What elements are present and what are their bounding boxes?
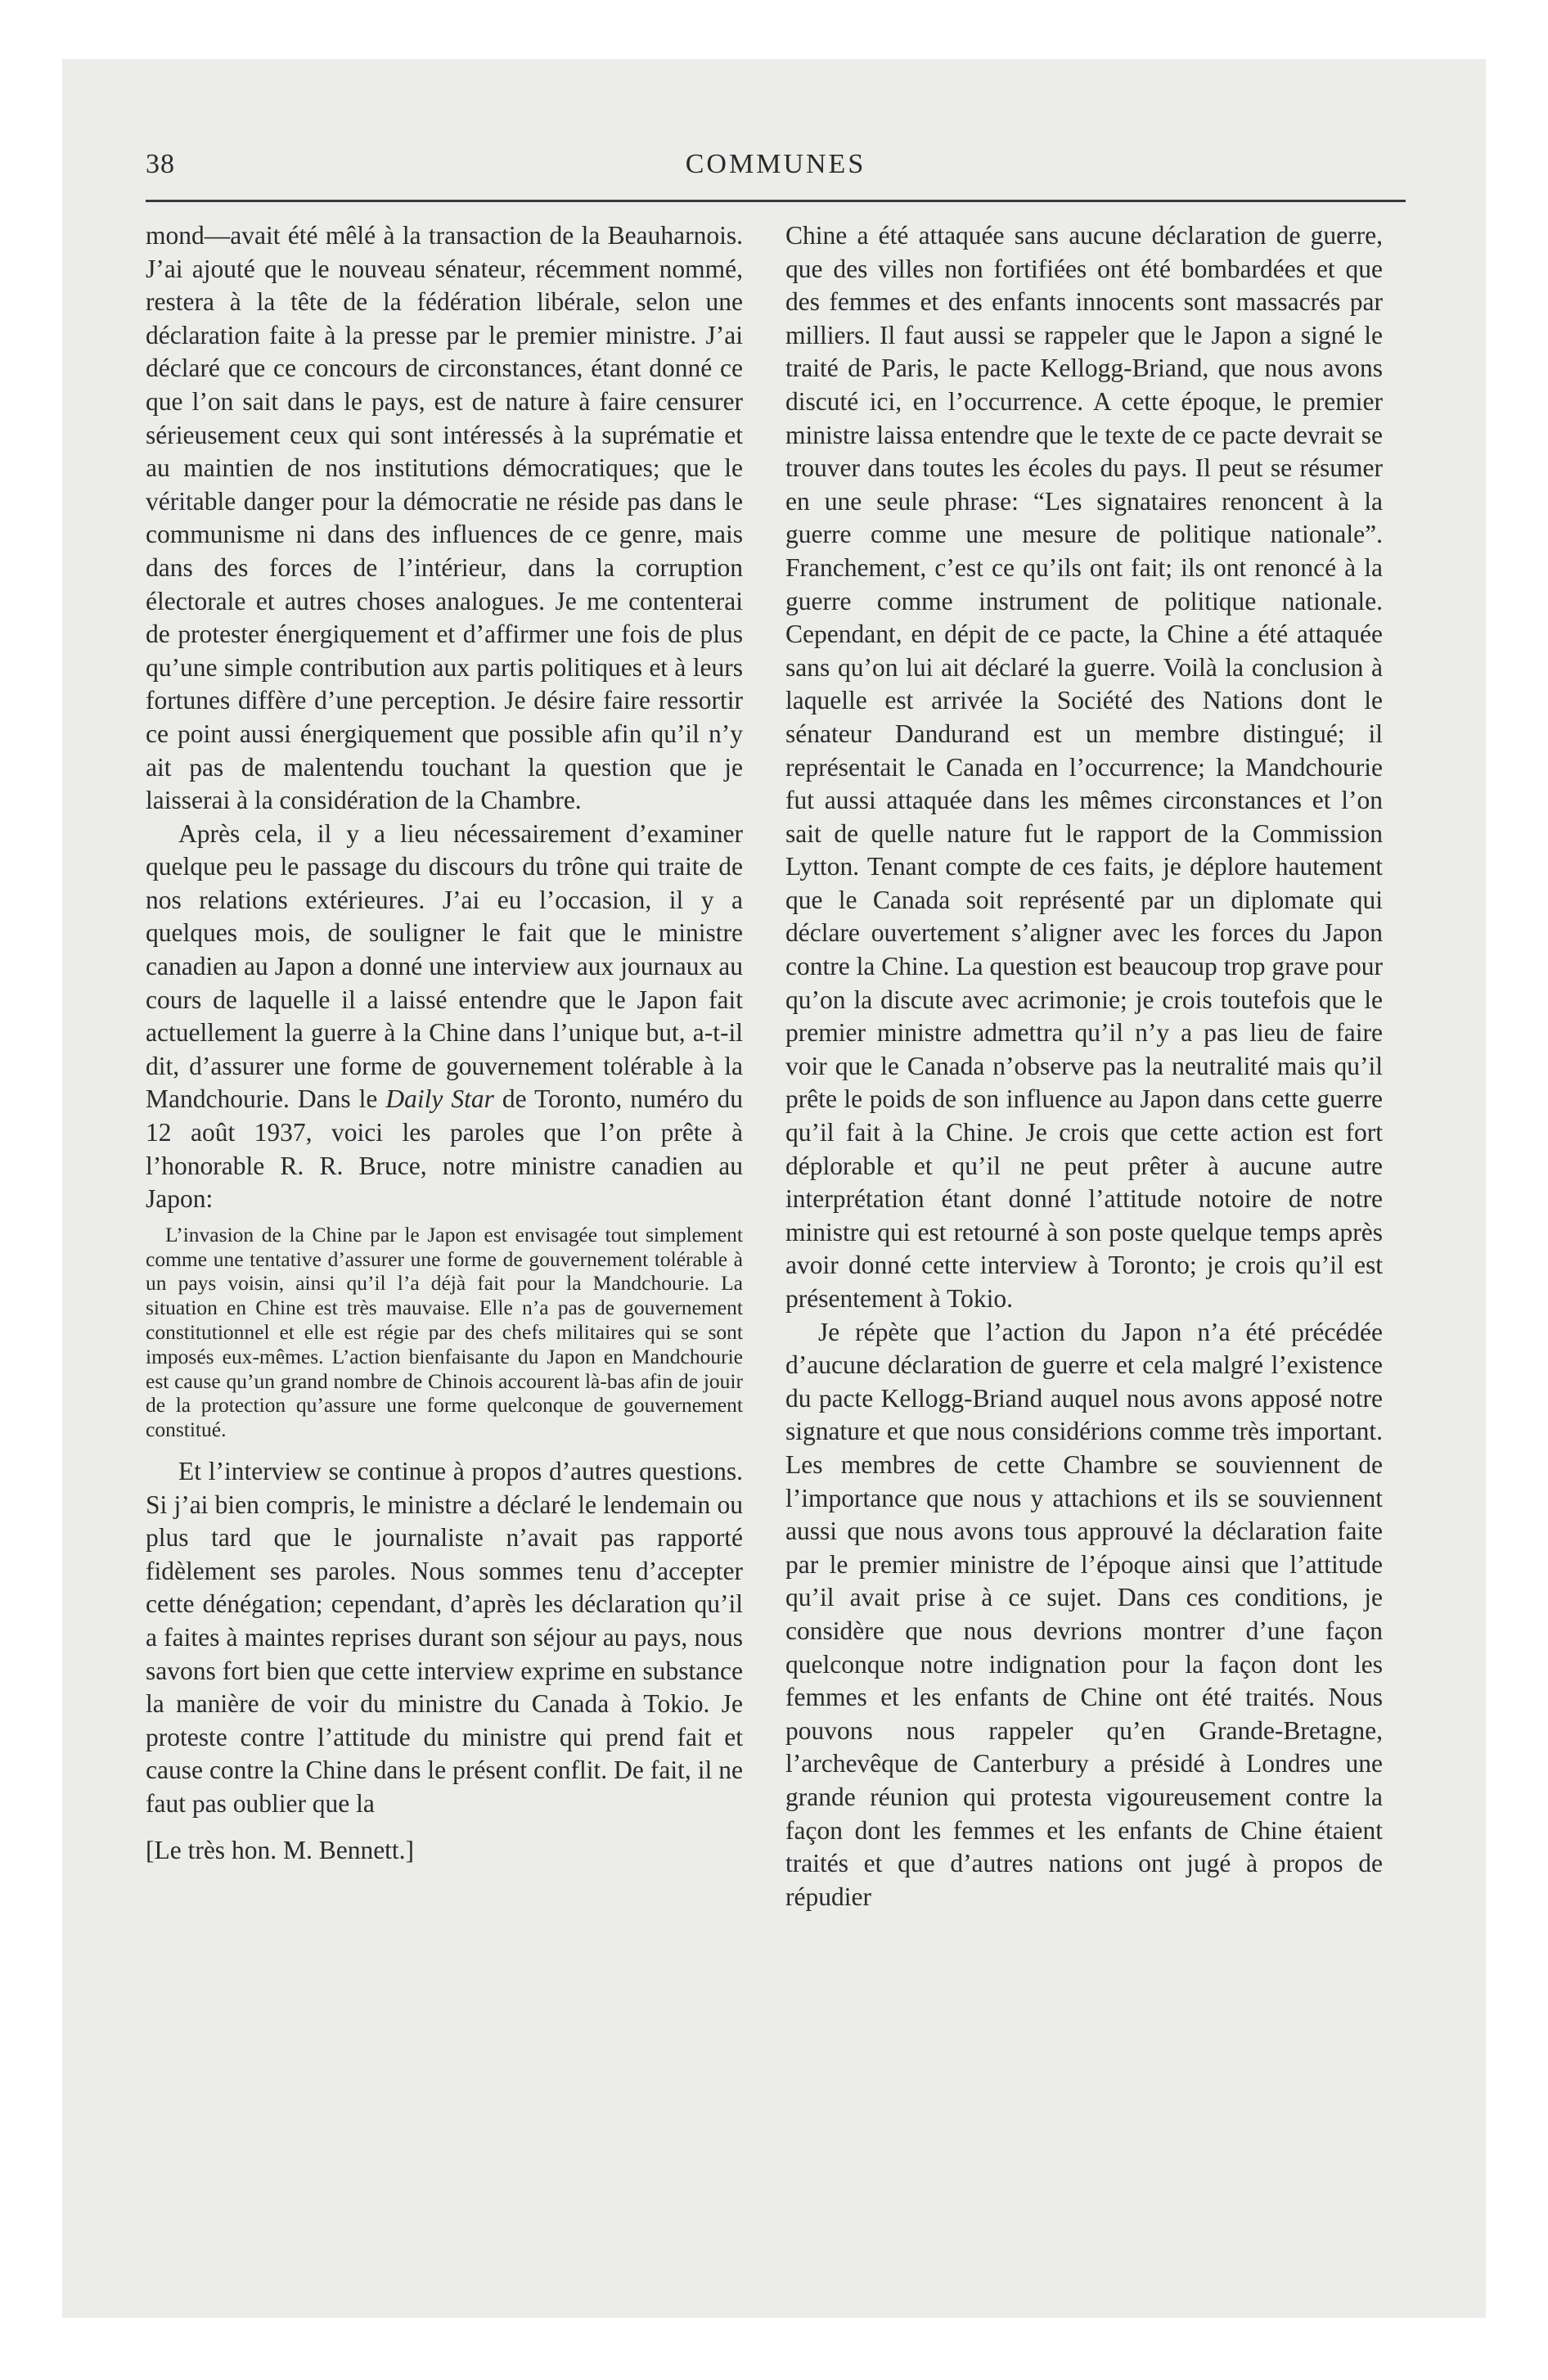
paragraph [146, 818, 743, 1216]
paragraph: Je répète que l’action du Japon n’a été précédée d’aucune déclaration de guerre et cela malgré l’existence du pacte Kellogg-Briand auquel nous avons apposé notre signature et que nous considérions comme très important. Les membres de cette Chambre se souviennent de l’importance que nous y attachions et ils se souviennent aussi que nous avons tous approuvé la déclaration faite par le premier ministre de l’époque ainsi que l’attitude qu’il avait prise à ce sujet. Dans ces conditions, je considère que nous devrions montrer d’une façon quelconque notre indignation pour la façon dont les femmes et les enfants de Chine ont été traités. Nous pouvons nous rappeler qu’en Grande-Bretagne, l’archevêque de Canterbury a présidé à Londres une grande réunion qui protesta vigoureusement contre la façon dont les femmes et les enfants de Chine étaient traités et que d’autres nations ont jugé à propos de répudier [785, 1317, 1383, 1911]
page-number: 38 [146, 149, 175, 179]
right-column [785, 219, 1383, 2224]
header-rule [146, 200, 1406, 202]
speaker-attribution: [Le très hon. M. Bennett.] [146, 1835, 415, 1864]
left-column [146, 219, 743, 2224]
paragraph: mond—avait été mêlé à la transaction de la Beauharnois. J’ai ajouté que le nouveau sénateur, récemment nommé, restera à la tête de la fédération libérale, selon une déclaration faite à la presse par le premier ministre. J’ai déclaré que ce concours de circonstances, étant donné ce que l’on sait dans le pays, est de nature à faire censurer sérieusement ceux qui sont intéressés à la suprématie et au maintien de nos institutions démocratiques; que le véritable danger pour la démocratie ne réside pas dans le communisme ni dans des influences de ce genre, mais dans des forces de l’intérieur, dans la corruption électorale et autres choses analogues. Je me contenterai de protester énergiquement et d’affirmer une fois de plus qu’une simple contribution aux partis politiques et à leurs fortunes diffère d’une perception. Je désire faire ressortir ce point aussi énergiquement que possible afin qu’il n’y ait pas de malentendu touchant la question que je laisserai à la considération de la Chambre. [146, 221, 743, 815]
page-header [146, 149, 1406, 190]
paragraph: Et l’interview se continue à propos d’autres questions. Si j’ai bien compris, le ministre a déclaré le lendemain ou plus tard que le journaliste n’avait pas rapporté fidèlement ses paroles. Nous sommes tenu d’accepter cette dénégation; cependant, d’après les déclaration qu’il a faites à maintes reprises durant son séjour au pays, nous savons fort bien que cette interview exprime en substance la manière de voir du ministre du Canada à Tokio. Je proteste contre l’attitude du ministre qui prend fait et cause contre la Chine dans le présent conflit. De fait, il ne faut pas oublier que la [146, 1456, 743, 1818]
paragraph-text: Après cela, il y a lieu nécessairement d’examiner quelque peu le passage du discours du trône qui traite de nos relations extérieures. J’ai eu l’occasion, il y a quelques mois, de souligner le fait que le ministre canadien au Japon a donné une interview aux journaux au cours de laquelle il a laissé entendre que le Japon fait actuellement la guerre à la Chine dans l’unique but, a-t-il dit, d’assurer une forme de gouvernement tolérable à la Mandchourie. Dans le [146, 818, 743, 1114]
block-quote: L’invasion de la Chine par le Japon est envisagée tout simplement comme une tentative d’assurer une forme de gouvernement tolérable à un pays voisin, ainsi qu’il l’a déjà fait pour la Mandchourie. La situation en Chine est très mauvaise. Elle n’a pas de gouvernement constitutionnel et elle est régie par des chefs militaires qui se sont imposés eux-mêmes. L’action bienfaisante du Japon en Mandchourie est cause qu’un grand nombre de Chinois accourent là-bas afin de jouir de la protection qu’assure une forme quelconque de gouvernement constitué. [146, 1222, 743, 1442]
running-title: COMMUNES [685, 149, 866, 179]
newspaper-title: Daily Star [385, 1084, 494, 1114]
paragraph: Chine a été attaquée sans aucune déclaration de guerre, que des villes non fortifiées ont été bombardées et que des femmes et des enfants innocents sont massacrés par milliers. Il faut aussi se rappeler que le Japon a signé le traité de Paris, le pacte Kellogg-Briand, que nous avons discuté ici, en l’occurrence. A cette époque, le premier ministre laissa entendre que le texte de ce pacte devrait se trouver dans toutes les écoles du pays. Il peut se résumer en une seule phrase: “Les signataires renoncent à la guerre comme une mesure de politique nationale”. Franchement, c’est ce qu’ils ont fait; ils ont renoncé à la guerre comme instrument de politique nationale. Cependant, en dépit de ce pacte, la Chine a été attaquée sans qu’on lui ait déclaré la guerre. Voilà la conclusion à laquelle est arrivée la Société des Nations dont le sénateur Dandurand est un membre distingué; il représentait le Canada en l’occurrence; la Mandchourie fut aussi attaquée dans les mêmes circonstances et l’on sait de quelle nature fut le rapport de la Commission Lytton. Tenant compte de ces faits, je déplore hautement que le Canada soit représenté par un diplomate qui déclare ouvertement s’aligner avec les forces du Japon contre la Chine. La question est beaucoup trop grave pour qu’on la discute avec acrimonie; je crois toutefois que le premier ministre admettra qu’il n’y a pas lieu de faire voir que le Canada n’observe pas la neutralité mais qu’il prête le poids de son influence au Japon dans cette guerre qu’il fait à la Chine. Je crois que cette action est fort déplorable et qu’il ne peut prêter à aucune autre interprétation étant donné l’attitude notoire de notre ministre qui est retourné à son poste quelque temps après avoir donné cette interview à Toronto; je crois qu’il est présentement à Tokio. [785, 221, 1383, 1313]
paragraph-text: de Toronto, numéro du 12 août 1937, voici les paroles que l’on prête à l’honorable R. R. Bruce, notre ministre canadien au Japon: [146, 1084, 743, 1214]
